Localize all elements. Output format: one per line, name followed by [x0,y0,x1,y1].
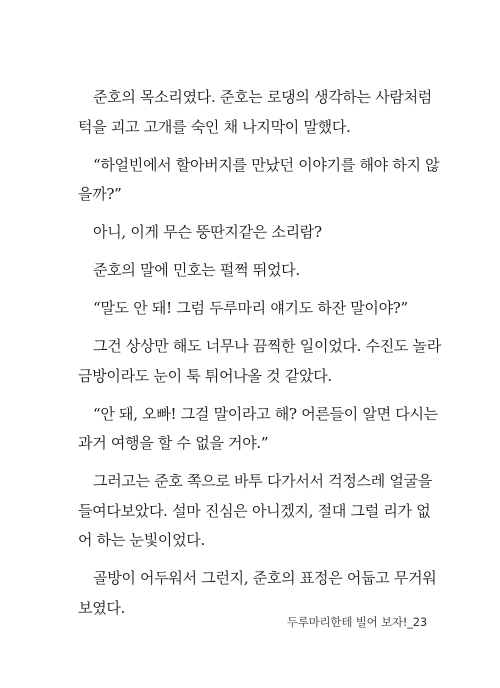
text-line: 아니, 이게 무슨 뚱딴지같은 소리람? [93,223,322,241]
text-line: 그러고는 준호 쪽으로 바투 다가서서 걱정스레 얼굴을 [93,472,432,490]
paragraph-4 [78,256,428,286]
text-line: 금방이라도 눈이 툭 튀어나올 것 같았다. [78,366,332,385]
text-line: 보였다. [78,598,126,617]
text-line: 준호의 말에 민호는 펄쩍 뛰었다. [93,261,300,279]
page-footer [287,614,427,630]
text-line: 어 하는 눈빛이었다. [78,531,205,549]
paragraph-8 [78,467,432,556]
paragraph-3 [78,218,428,248]
running-title: 두루마리한테 빌어 보자! [286,615,408,629]
text-line: “하얼빈에서 할아버지를 만났던 이야기를 해야 하지 않 [93,155,440,174]
text-line: 들여다보았다. 설마 진심은 아니겠지, 절대 그럴 리가 없 [78,501,431,520]
paragraph-1 [78,83,432,142]
text-line: 턱을 괴고 고개를 숙인 채 나지막이 말했다. [78,117,351,136]
paragraph-2 [78,151,440,210]
paragraph-5 [78,294,428,324]
text-line: 그건 상상만 해도 너무나 끔찍한 일이었다. 수진도 놀라 [93,337,441,355]
text-line: 을까?” [78,185,122,203]
body-text [78,83,441,632]
text-line: 과거 여행을 할 수 없을 거야.” [78,434,269,452]
paragraph-6 [78,332,441,391]
text-line: “말도 안 돼! 그럼 두루마리 얘기도 하잔 말이야?” [93,299,408,317]
text-line: 준호의 목소리였다. 준호는 로댕의 생각하는 사람처럼 [93,88,432,106]
paragraph-7 [78,400,438,459]
page-number: _23 [407,615,427,629]
text-line: “안 돼, 오빠! 그걸 말이라고 해? 어른들이 알면 다시는 [93,404,438,423]
text-line: 골방이 어두워서 그런지, 준호의 표정은 어둡고 무거워 [93,569,437,587]
